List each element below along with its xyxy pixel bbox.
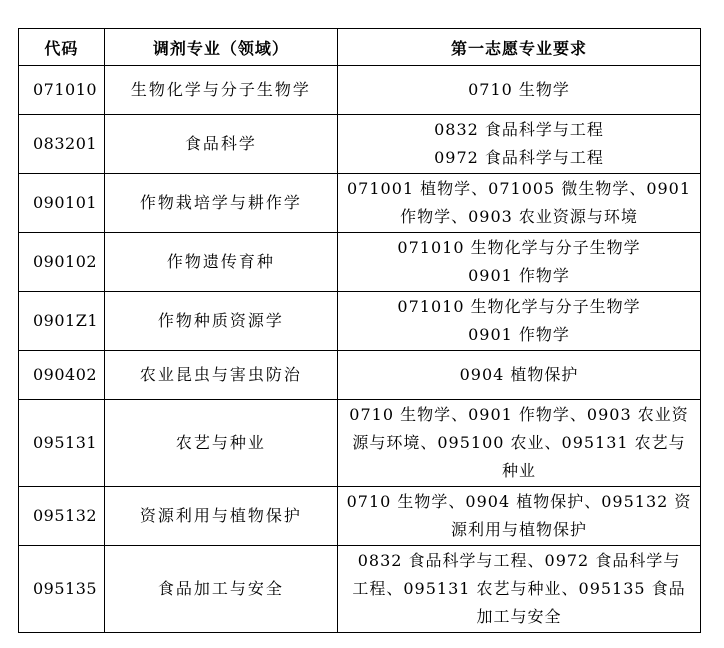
table-row [19, 400, 701, 487]
requirement-line: 源与环境、095100 农业、095131 农艺与 [352, 433, 686, 452]
row-code: 095132 [19, 487, 105, 546]
row-code: 090102 [19, 233, 105, 292]
row-major: 食品加工与安全 [104, 546, 337, 633]
requirement-line: 071010 生物化学与分子生物学 [397, 297, 641, 316]
row-requirement [338, 487, 701, 546]
row-requirement [338, 400, 701, 487]
row-major: 生物化学与分子生物学 [104, 66, 337, 115]
table-row [19, 292, 701, 351]
row-requirement [338, 115, 701, 174]
row-requirement [338, 66, 701, 115]
requirement-line: 源利用与植物保护 [451, 520, 588, 539]
table-row [19, 487, 701, 546]
row-requirement [338, 292, 701, 351]
row-code: 095135 [19, 546, 105, 633]
row-major: 农艺与种业 [104, 400, 337, 487]
requirement-line: 0832 食品科学与工程、0972 食品科学与 [357, 551, 681, 570]
table-row [19, 66, 701, 115]
row-major: 农业昆虫与害虫防治 [104, 351, 337, 400]
requirement-line: 加工与安全 [476, 607, 562, 626]
row-code: 090402 [19, 351, 105, 400]
requirement-line: 0972 食品科学与工程 [434, 148, 604, 167]
requirement-line: 0901 作物学 [468, 325, 570, 344]
requirement-line: 作物学、0903 农业资源与环境 [400, 207, 638, 226]
requirement-line: 0710 生物学、0904 植物保护、095132 资 [346, 492, 692, 511]
header-code: 代码 [19, 29, 105, 66]
requirement-line: 工程、095131 农艺与种业、095135 食品 [352, 579, 686, 598]
major-adjustment-table [18, 28, 701, 633]
row-requirement [338, 233, 701, 292]
row-code: 095131 [19, 400, 105, 487]
row-code: 083201 [19, 115, 105, 174]
row-major: 资源利用与植物保护 [104, 487, 337, 546]
requirement-line: 0710 生物学 [468, 80, 570, 99]
row-major: 作物种质资源学 [104, 292, 337, 351]
table-row [19, 174, 701, 233]
table-header-row [19, 29, 701, 66]
row-requirement [338, 546, 701, 633]
table-row [19, 351, 701, 400]
row-code: 071010 [19, 66, 105, 115]
table-row [19, 115, 701, 174]
row-requirement [338, 351, 701, 400]
row-major: 作物栽培学与耕作学 [104, 174, 337, 233]
requirement-line: 071001 植物学、071005 微生物学、0901 [346, 179, 692, 198]
requirement-line: 0901 作物学 [468, 266, 570, 285]
requirement-line: 种业 [502, 461, 537, 480]
row-major: 食品科学 [104, 115, 337, 174]
header-major: 调剂专业（领域） [104, 29, 337, 66]
table-row [19, 233, 701, 292]
row-requirement [338, 174, 701, 233]
requirement-line: 0832 食品科学与工程 [434, 120, 604, 139]
row-major: 作物遗传育种 [104, 233, 337, 292]
row-code: 090101 [19, 174, 105, 233]
requirement-line: 0904 植物保护 [459, 365, 579, 384]
header-requirement: 第一志愿专业要求 [338, 29, 701, 66]
requirement-line: 0710 生物学、0901 作物学、0903 农业资 [349, 405, 689, 424]
row-code: 0901Z1 [19, 292, 105, 351]
requirement-line: 071010 生物化学与分子生物学 [397, 238, 641, 257]
table-row [19, 546, 701, 633]
